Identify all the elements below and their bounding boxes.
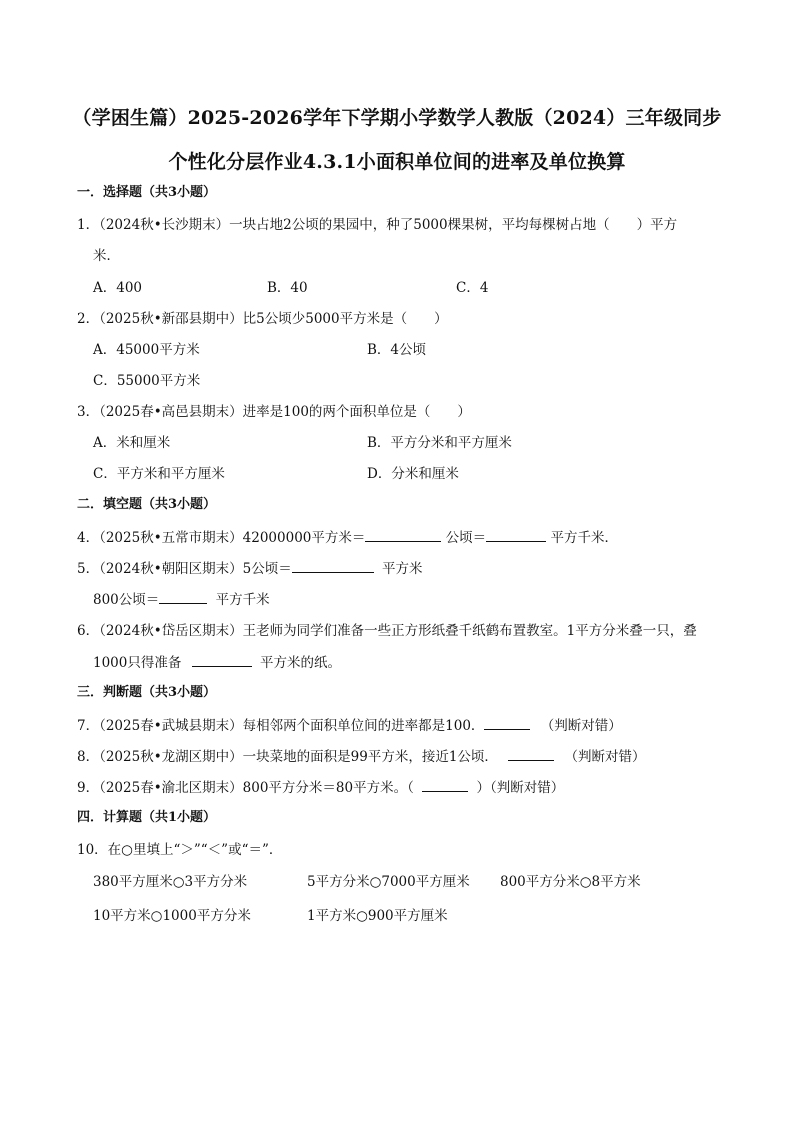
question-9-text-b: ）（判断对错） <box>476 780 565 796</box>
question-6-line2 <box>93 653 341 672</box>
answer-blank[interactable] <box>192 653 252 667</box>
question-7 <box>77 716 622 735</box>
question-5-text-c: 800公顷＝ <box>93 592 160 608</box>
question-1-stem: 1．（2024秋•长沙期末）一块占地2公顷的果园中，种了5000棵果树，平均每棵树占地（ ）平方 <box>77 217 678 233</box>
answer-blank[interactable] <box>292 559 374 573</box>
question-4-text-b: 公顷＝ <box>445 530 487 546</box>
answer-blank[interactable] <box>365 528 441 542</box>
question-6-stem: 6．（2024秋•岱岳区期末）王老师为同学们准备一些正方形纸叠千纸鹤布置教室。1平方分米叠一只，叠 <box>77 623 697 639</box>
question-2-option-c: C．55000平方米 <box>93 373 201 389</box>
question-2-option-b: B．4公顷 <box>367 342 427 358</box>
question-10-item: 800平方分米○8平方米 <box>500 874 641 890</box>
question-3-option-c: C．平方米和平方厘米 <box>93 466 225 482</box>
question-5-text-d: 平方千米 <box>215 592 270 608</box>
question-7-text-a: 7．（2025春•武城县期末）每相邻两个面积单位间的进率都是100． <box>77 718 485 734</box>
question-6-text-a: 1000只得准备 <box>93 655 182 671</box>
answer-blank[interactable] <box>484 716 530 730</box>
question-10-item: 380平方厘米○3平方分米 <box>93 874 248 890</box>
answer-blank[interactable] <box>422 778 468 792</box>
question-3-option-b: B．平方分米和平方厘米 <box>367 435 512 451</box>
section-choice-heading: 一．选择题（共3小题） <box>77 185 217 200</box>
question-9 <box>77 778 564 797</box>
question-5-line1 <box>77 559 423 578</box>
question-5-text-a: 5．（2024秋•朝阳区期末）5公顷＝ <box>77 561 292 577</box>
question-7-text-b: （判断对错） <box>540 718 622 734</box>
question-2-option-a: A．45000平方米 <box>93 342 200 358</box>
question-3-stem: 3．（2025春•高邑县期末）进率是100的两个面积单位是（ ） <box>77 404 471 420</box>
question-1-option-c: C．4 <box>456 280 489 296</box>
section-calc-heading: 四．计算题（共1小题） <box>77 810 217 825</box>
question-10-stem: 10．在○里填上“＞”“＜”或“＝”． <box>77 842 283 858</box>
section-fill-heading: 二．填空题（共3小题） <box>77 497 217 512</box>
section-judge-heading: 三．判断题（共3小题） <box>77 685 217 700</box>
answer-blank[interactable] <box>486 528 546 542</box>
answer-blank[interactable] <box>508 747 554 761</box>
question-3-option-a: A．米和厘米 <box>93 435 171 451</box>
question-1-option-a: A．400 <box>93 280 143 296</box>
question-9-text-a: 9．（2025春•渝北区期末）800平方分米＝80平方米。（ <box>77 780 414 796</box>
question-5-line2 <box>93 590 270 609</box>
question-3-option-d: D．分米和厘米 <box>367 466 459 482</box>
question-6-text-b: 平方米的纸。 <box>259 655 341 671</box>
question-1-option-b: B．40 <box>267 280 308 296</box>
question-10-item: 1平方米○900平方厘米 <box>307 908 448 924</box>
answer-blank[interactable] <box>159 590 207 604</box>
question-2-stem: 2．（2025秋•新邵县期中）比5公顷少5000平方米是（ ） <box>77 311 448 327</box>
question-4-text-a: 4．（2025秋•五常市期末）42000000平方米＝ <box>77 530 366 546</box>
question-10-item: 5平方分米○7000平方厘米 <box>307 874 470 890</box>
question-8-text-a: 8．（2025秋•龙湖区期中）一块菜地的面积是99平方米，接近1公顷． <box>77 749 498 765</box>
question-4-text-c: 平方千米． <box>550 530 618 546</box>
question-8-text-b: （判断对错） <box>564 749 646 765</box>
question-4 <box>77 528 618 547</box>
page-title-line1: （学困生篇）2025-2026学年下学期小学数学人教版（2024）三年级同步 <box>72 107 722 129</box>
page-title-line2: 个性化分层作业4.3.1小面积单位间的进率及单位换算 <box>168 151 626 173</box>
question-10-item: 10平方米○1000平方分米 <box>93 908 251 924</box>
question-8 <box>77 747 646 766</box>
question-5-text-b: 平方米 <box>382 561 423 577</box>
question-1-stem-cont: 米． <box>93 248 120 264</box>
